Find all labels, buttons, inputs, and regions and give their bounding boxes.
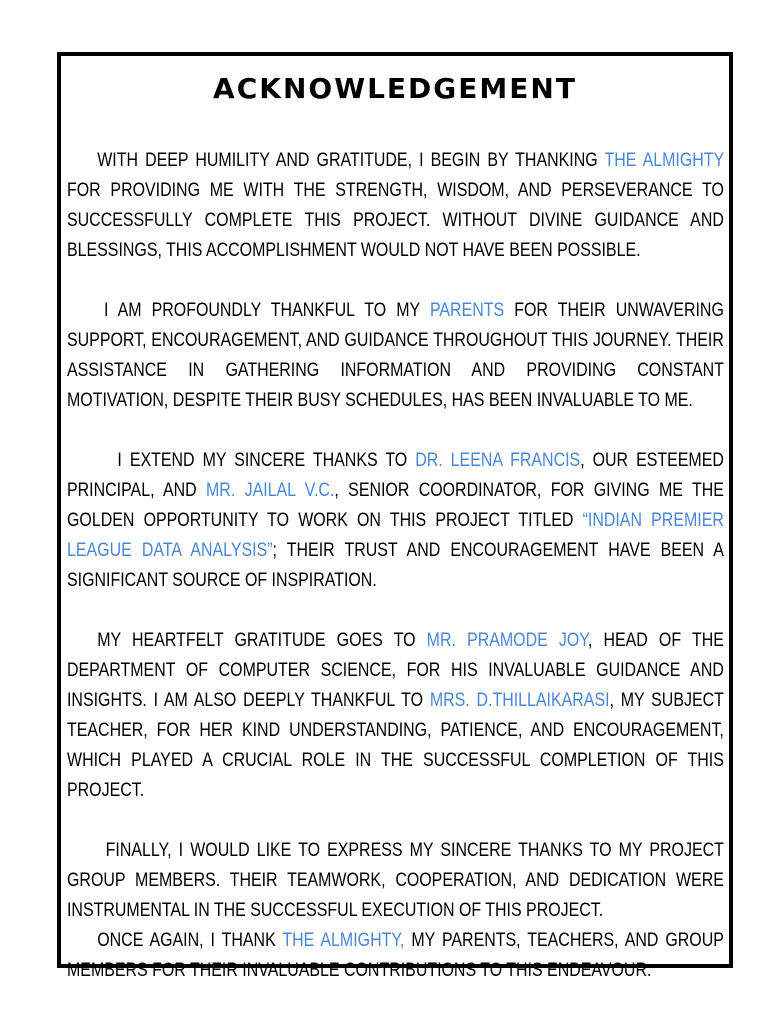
highlighted-name: THE ALMIGHTY: [604, 150, 724, 171]
paragraph-text: FOR THEIR UNWAVERING SUPPORT, ENCOURAGEMENT, AND GUIDANCE THROUGHOUT THIS JOURNEY. THEIR ASSISTANCE IN GATHERING INFORMATION AND PROVIDING CONSTANT MOTIVATION, DESPITE THEIR BUSY SCHEDULES, HAS BEEN INVALUABLE TO ME.: [67, 300, 724, 411]
paragraph-text: WITH DEEP HUMILITY AND GRATITUDE, I BEGIN BY THANKING: [97, 150, 605, 171]
highlighted-name: MR. JAILAL V.C.: [206, 480, 335, 501]
paragraph-text: , MY SUBJECT TEACHER, FOR HER KIND UNDERSTANDING, PATIENCE, AND ENCOURAGEMENT, WHICH PLAYED A CRUCIAL ROLE IN THE SUCCESSFUL COMPLETION OF THIS PROJECT.: [67, 690, 724, 801]
acknowledgement-body: [67, 146, 724, 1016]
page-title: ACKNOWLEDGEMENT: [213, 72, 577, 105]
paragraph-1: [67, 146, 724, 266]
paragraph-text: FOR PROVIDING ME WITH THE STRENGTH, WISDOM, AND PERSEVERANCE TO SUCCESSFULLY COMPLETE THIS PROJECT. WITHOUT DIVINE GUIDANCE AND BLESSINGS, THIS ACCOMPLISHMENT WOULD NOT HAVE BEEN POSSIBLE.: [67, 180, 724, 261]
paragraph-text: ; THEIR TRUST AND ENCOURAGEMENT HAVE BEEN A SIGNIFICANT SOURCE OF INSPIRATION.: [67, 540, 724, 591]
paragraph-text: , OUR ESTEEMED PRINCIPAL, AND: [67, 450, 724, 501]
paragraph-text: FINALLY, I WOULD LIKE TO EXPRESS MY SINCERE THANKS TO MY PROJECT GROUP MEMBERS. THEIR TEAMWORK, COOPERATION, AND DEDICATION WERE INSTRUMENTAL IN THE SUCCESSFUL EXECUTION OF THIS PROJECT.: [67, 840, 724, 921]
paragraph-text: , SENIOR COORDINATOR, FOR GIVING ME THE GOLDEN OPPORTUNITY TO WORK ON THIS PROJECT TITLED: [67, 480, 724, 531]
paragraph-text: MY PARENTS, TEACHERS, AND GROUP MEMBERS FOR THEIR INVALUABLE CONTRIBUTIONS TO THIS ENDEAVOUR.: [67, 930, 724, 981]
highlighted-name: PARENTS: [429, 300, 505, 321]
paragraph-text: MY HEARTFELT GRATITUDE GOES TO: [97, 630, 427, 651]
paragraph-text: I AM PROFOUNDLY THANKFUL TO MY: [103, 300, 430, 321]
highlighted-name: “INDIAN PREMIER LEAGUE DATA ANALYSIS”: [67, 510, 724, 561]
highlighted-name: MR. PRAMODE JOY: [426, 630, 588, 651]
paragraph-text: ONCE AGAIN, I THANK: [97, 930, 283, 951]
paragraph-text: , HEAD OF THE DEPARTMENT OF COMPUTER SCIENCE, FOR HIS INVALUABLE GUIDANCE AND INSIGHTS. I AM ALSO DEEPLY THANKFUL TO: [67, 630, 724, 711]
paragraph-4: [67, 626, 724, 806]
highlighted-name: THE ALMIGHTY,: [282, 930, 405, 951]
paragraph-5: [67, 836, 724, 926]
highlighted-name: DR. LEENA FRANCIS: [415, 450, 581, 471]
paragraph-3: [67, 446, 724, 596]
paragraph-6: [67, 926, 724, 986]
highlighted-name: MRS. D.THILLAIKARASI: [429, 690, 610, 711]
paragraph-2: [67, 296, 724, 416]
paragraph-text: I EXTEND MY SINCERE THANKS TO: [117, 450, 416, 471]
page-border: [57, 52, 733, 981]
